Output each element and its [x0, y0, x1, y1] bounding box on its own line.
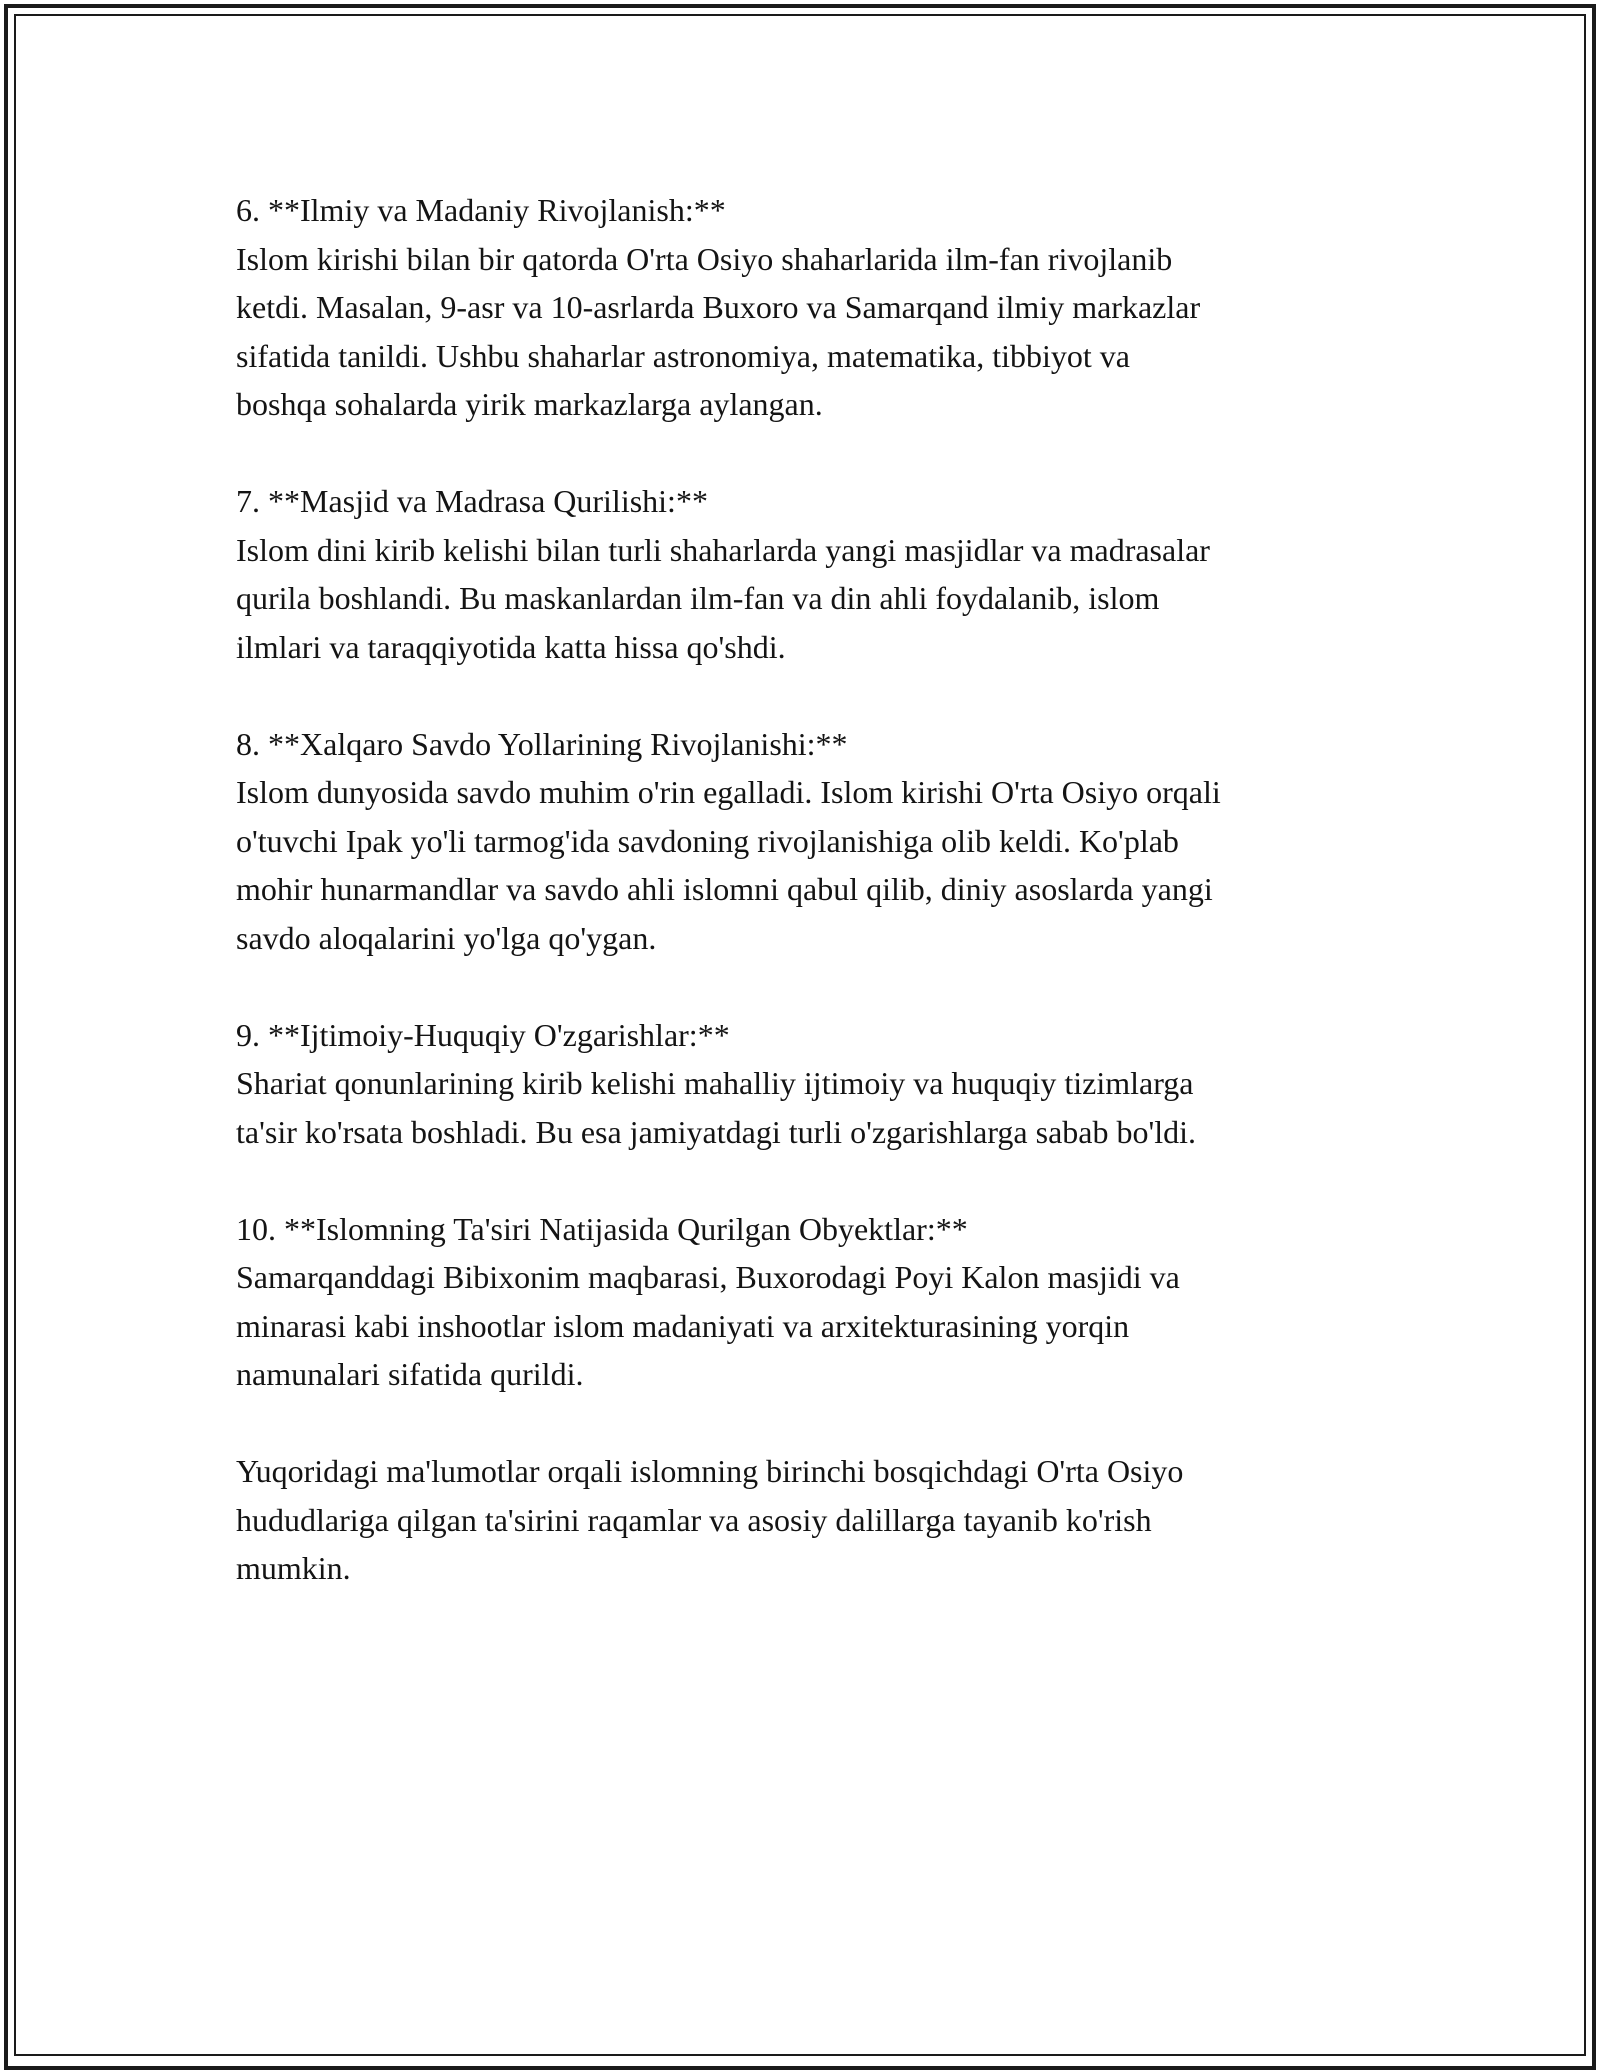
text-line: mumkin. — [236, 1550, 351, 1586]
text-line: ilmlari va taraqqiyotida katta hissa qo'shdi. — [236, 628, 786, 665]
text-line: qurila boshlandi. Bu maskanlardan ilm-fan va din ahli foydalanib, islom — [236, 580, 1160, 616]
section-10 — [236, 1205, 1386, 1399]
text-line: namunalari sifatida qurildi. — [236, 1356, 584, 1392]
section-heading: 8. **Xalqaro Savdo Yollarining Rivojlanishi:** — [236, 725, 848, 762]
text-line: Islom kirishi bilan bir qatorda O'rta Osiyo shaharlarida ilm-fan rivojlanib — [236, 240, 1173, 277]
text-line: hududlariga qilgan ta'sirini raqamlar va asosiy dalillarga tayanib ko'rish — [236, 1501, 1152, 1538]
section-heading: 10. **Islomning Ta'siri Natijasida Qurilgan Obyektlar:** — [236, 1210, 968, 1247]
document-body — [236, 186, 1386, 1641]
text-line: mohir hunarmandlar va savdo ahli islomni qabul qilib, diniy asoslarda yangi — [236, 871, 1213, 907]
text-line: Islom dunyosida savdo muhim o'rin egalladi. Islom kirishi O'rta Osiyo orqali — [236, 774, 1221, 810]
section-9 — [236, 1011, 1386, 1157]
section-heading: 7. **Masjid va Madrasa Qurilishi:** — [236, 483, 708, 519]
text-line: Samarqanddagi Bibixonim maqbarasi, Buxorodagi Poyi Kalon masjidi va — [236, 1259, 1180, 1295]
text-line: Yuqoridagi ma'lumotlar orqali islomning birinchi bosqichdagi O'rta Osiyo — [236, 1453, 1184, 1489]
text-line: sifatida tanildi. Ushbu shaharlar astronomiya, matematika, tibbiyot va — [236, 337, 1130, 374]
section-heading: 6. **Ilmiy va Madaniy Rivojlanish:** — [236, 192, 726, 228]
section-heading: 9. **Ijtimoiy-Huquqiy O'zgarishlar:** — [236, 1016, 730, 1053]
text-line: Shariat qonunlarining kirib kelishi mahalliy ijtimoiy va huquqiy tizimlarga — [236, 1065, 1194, 1101]
conclusion-paragraph — [236, 1447, 1386, 1593]
text-line: ketdi. Masalan, 9-asr va 10-asrlarda Buxoro va Samarqand ilmiy markazlar — [236, 289, 1201, 325]
section-6 — [236, 186, 1386, 429]
text-line: ta'sir ko'rsata boshladi. Bu esa jamiyatdagi turli o'zgarishlarga sabab bo'ldi. — [236, 1113, 1197, 1150]
section-7 — [236, 477, 1386, 671]
text-line: Islom dini kirib kelishi bilan turli shaharlarda yangi masjidlar va madrasalar — [236, 531, 1210, 568]
text-line: minarasi kabi inshootlar islom madaniyati va arxitekturasining yorqin — [236, 1307, 1130, 1344]
text-line: o'tuvchi Ipak yo'li tarmog'ida savdoning rivojlanishiga olib keldi. Ko'plab — [236, 822, 1179, 859]
text-line: boshqa sohalarda yirik markazlarga aylangan. — [236, 386, 823, 422]
section-8 — [236, 720, 1386, 963]
text-line: savdo aloqalarini yo'lga qo'ygan. — [236, 919, 657, 956]
